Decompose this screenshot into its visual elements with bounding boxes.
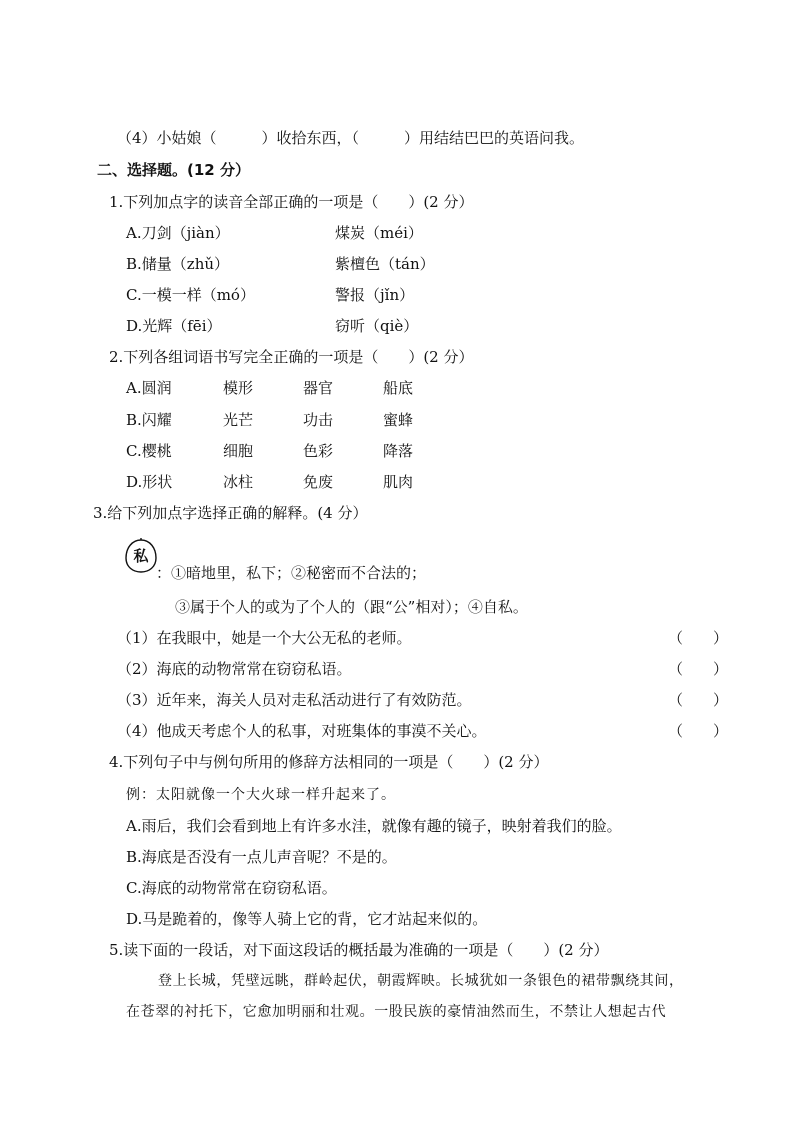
definition-line-2: ③属于个人的或为了个人的（跟“公”相对）；④自私。 [175,598,528,616]
q4-option-a: A.雨后，我们会看到地上有许多水洼，就像有趣的镜子，映射着我们的脸。 [126,817,622,835]
q2-option-a-word3: 器官 [303,379,334,397]
q3-item-3-answer: （ ） [668,691,729,709]
q3-item-2: （2）海底的动物常常在窃窃私语。 [117,660,352,678]
q2-option-c: C.樱桃 [126,442,172,460]
question-1-stem: 1.下列加点字的读音全部正确的一项是（ ）(2 分） [109,193,474,211]
q1-option-d-right: 窃听（qiè） [335,317,419,335]
q4-option-b: B.海底是否没有一点儿声音呢？不是的。 [126,848,397,866]
q2-option-a: A.圆润 [126,379,172,397]
q4-option-c: C.海底的动物常常在窃窃私语。 [126,879,337,897]
q2-option-b-word3: 功击 [303,411,334,429]
question-2-stem: 2.下列各组词语书写完全正确的一项是（ ）(2 分） [109,348,474,366]
q3-item-4-answer: （ ） [668,722,729,740]
q1-option-c: C.一模一样（mó） [126,286,255,304]
q4-option-d: D.马是跪着的，像等人骑上它的背，它才站起来似的。 [126,910,488,928]
section-heading: 二、选择题。(12 分） [97,161,250,179]
fill-blank-item-4: （4）小姑娘（ ）收拾东西，（ ）用结结巴巴的英语问我。 [117,129,585,147]
q2-option-b-word2: 光芒 [223,411,254,429]
q1-option-b-right: 紫檀色（tán） [335,255,435,273]
q3-item-3: （3）近年来，海关人员对走私活动进行了有效防范。 [117,691,472,709]
q2-option-a-word2: 模形 [223,379,254,397]
q3-item-2-answer: （ ） [668,660,729,678]
q2-option-b-word4: 蜜蜂 [383,411,414,429]
q2-option-d-word3: 免废 [303,473,334,491]
passage-line-2: 在苍翠的衬托下，它愈加明丽和壮观。一股民族的豪情油然而生，不禁让人想起古代 [126,1004,667,1020]
q2-option-c-word2: 细胞 [223,442,254,460]
q3-item-1-answer: （ ） [668,629,729,647]
q2-option-d-word4: 肌肉 [383,473,414,491]
q2-option-b: B.闪耀 [126,411,172,429]
q2-option-c-word4: 降落 [383,442,414,460]
q2-option-c-word3: 色彩 [303,442,334,460]
question-5-stem: 5.读下面的一段话，对下面这段话的概括最为准确的一项是（ ）(2 分） [109,941,609,959]
definition-line-1: ：①暗地里，私下；②秘密而不合法的； [156,564,427,582]
q1-option-a-right: 煤炭（méi） [335,224,423,242]
q1-option-c-right: 警报（jǐn） [335,286,415,304]
q3-item-4: （4）他成天考虑个人的私事，对班集体的事漠不关心。 [117,722,487,740]
q1-option-a: A.刀剑（jiàn） [126,224,230,242]
q1-option-b: B.储量（zhǔ） [126,255,230,273]
seal-character: 私 [133,547,149,565]
q2-option-d: D.形状 [126,473,173,491]
question-3-stem: 3.给下列加点字选择正确的解释。(4 分） [93,504,368,522]
q2-option-a-word4: 船底 [383,379,414,397]
q2-option-d-word2: 冰柱 [223,473,254,491]
character-seal [124,538,158,574]
passage-line-1: 登上长城，凭壁远眺，群岭起伏，朝霞辉映。长城犹如一条银色的裙带飘绕其间， [158,973,684,989]
q1-option-d: D.光辉（fēi） [126,317,222,335]
q3-item-1: （1）在我眼中，她是一个大公无私的老师。 [117,629,412,647]
q4-example: 例：太阳就像一个大火球一样升起来了。 [126,787,396,803]
question-4-stem: 4.下列句子中与例句所用的修辞方法相同的一项是（ ）(2 分） [109,753,549,771]
